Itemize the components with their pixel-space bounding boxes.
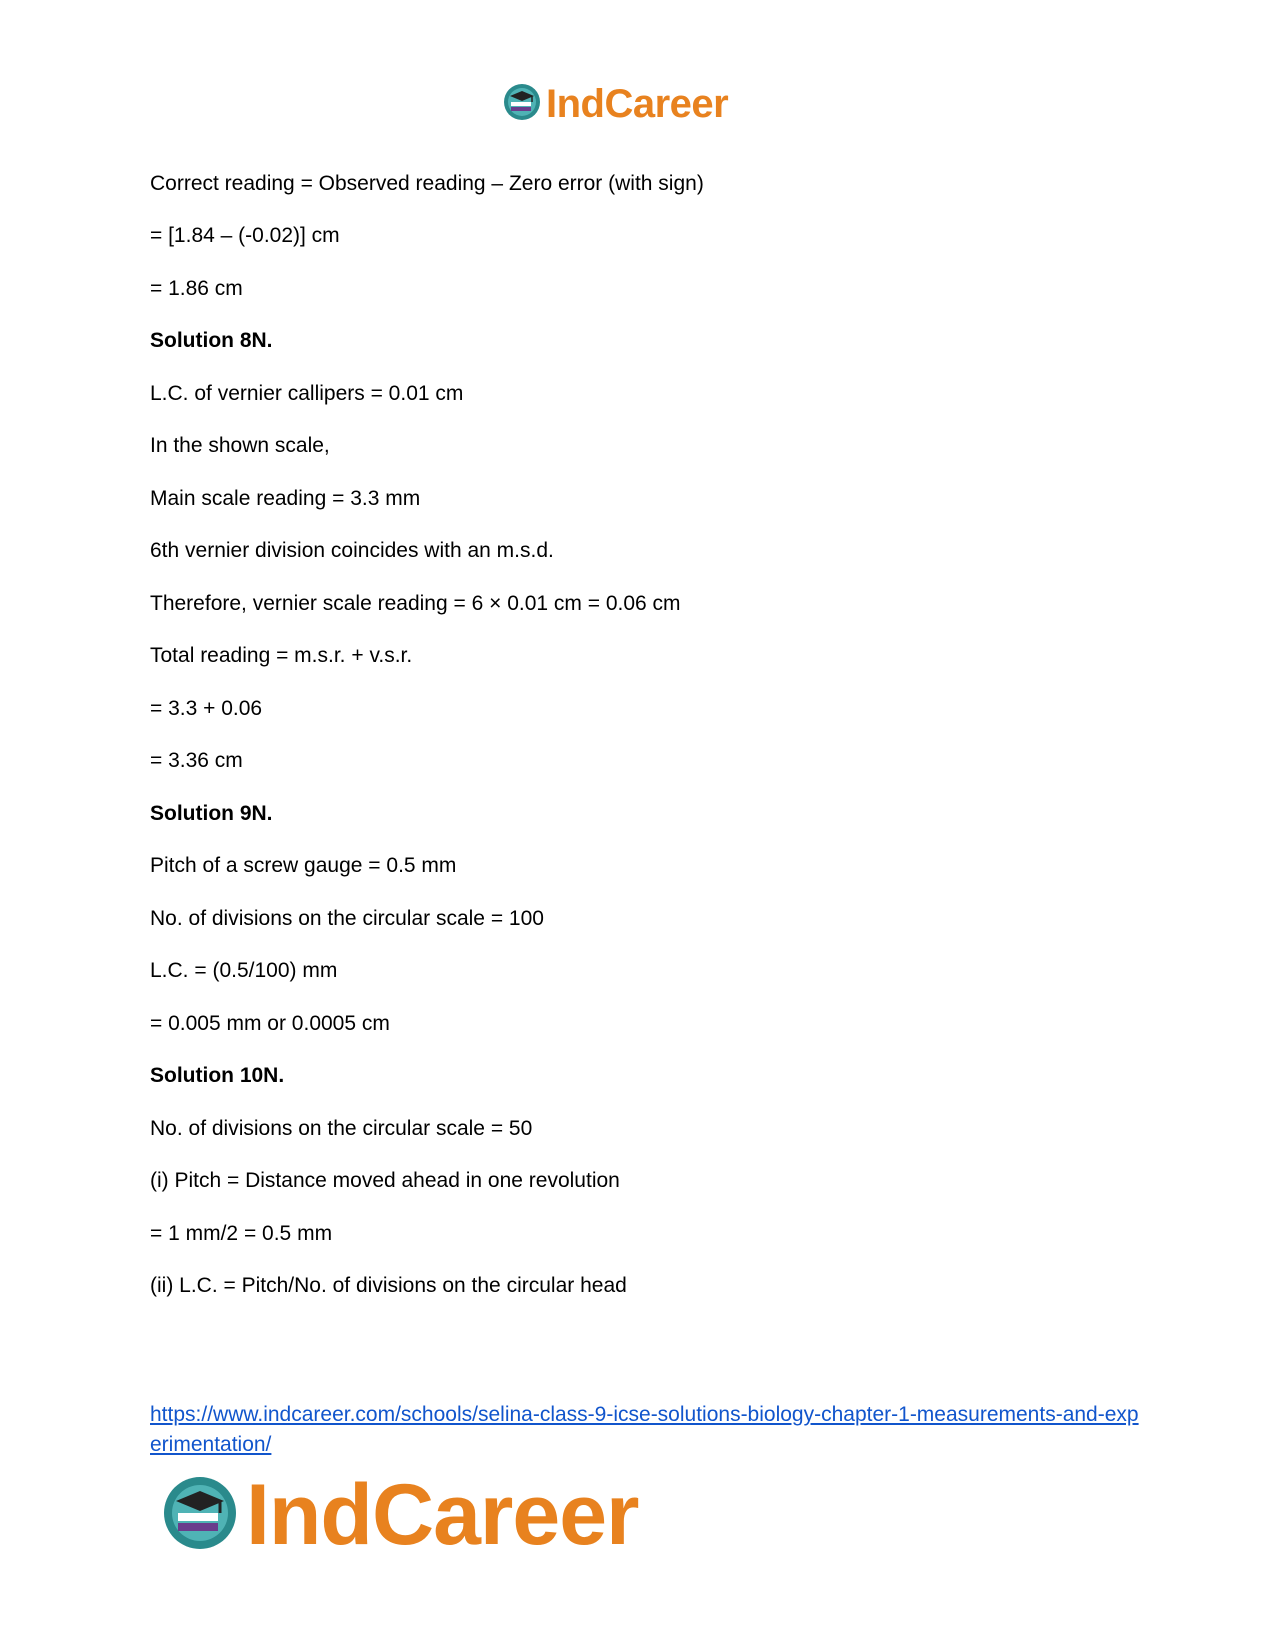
footer-logo-emblem-icon [160, 1473, 240, 1558]
text-line: 6th vernier division coincides with an m.s.d. [150, 539, 554, 562]
text-line: = 1 mm/2 = 0.5 mm [150, 1222, 333, 1245]
text-line: No. of divisions on the circular scale = 50 [150, 1117, 533, 1140]
text-line: (ii) L.C. = Pitch/No. of divisions on the circular head [150, 1274, 627, 1297]
text-line: L.C. of vernier callipers = 0.01 cm [150, 382, 464, 405]
source-link[interactable]: https://www.indcareer.com/schools/selina-class-9-icse-solutions-biology-chapter-1-measurements-and-experimentation/ [150, 1403, 1139, 1456]
header-logo-text: IndCareer [546, 81, 729, 126]
text-line: Main scale reading = 3.3 mm [150, 487, 421, 510]
text-line: = 3.36 cm [150, 749, 243, 772]
text-line: = 3.3 + 0.06 [150, 697, 263, 720]
text-line: In the shown scale, [150, 434, 330, 457]
footer-logo-text: IndCareer [246, 1466, 639, 1563]
logo-emblem-icon [502, 82, 542, 127]
text-line: Total reading = m.s.r. + v.s.r. [150, 644, 413, 667]
solution-heading: Solution 10N. [150, 1064, 285, 1087]
text-line: Correct reading = Observed reading – Zero error (with sign) [150, 172, 704, 195]
text-line: No. of divisions on the circular scale = 100 [150, 907, 544, 930]
solution-heading: Solution 9N. [150, 802, 273, 825]
header-logo [502, 78, 728, 130]
text-line: (i) Pitch = Distance moved ahead in one revolution [150, 1169, 620, 1192]
text-line: Therefore, vernier scale reading = 6 × 0.01 cm = 0.06 cm [150, 592, 681, 615]
text-line: Pitch of a screw gauge = 0.5 mm [150, 854, 457, 877]
solution-heading: Solution 8N. [150, 329, 273, 352]
text-line: L.C. = (0.5/100) mm [150, 959, 338, 982]
text-line: = [1.84 – (-0.02)] cm [150, 224, 340, 247]
text-line: = 1.86 cm [150, 277, 243, 300]
text-line: = 0.005 mm or 0.0005 cm [150, 1012, 390, 1035]
footer-logo [160, 1466, 639, 1563]
